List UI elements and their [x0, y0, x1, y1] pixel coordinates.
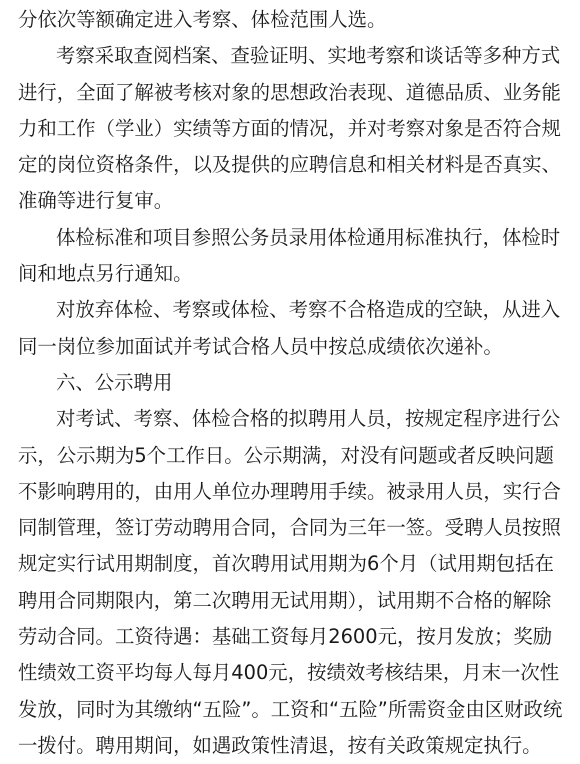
text-line: 间和地点另行通知。	[18, 262, 193, 286]
document-body	[18, 2, 566, 764]
section-heading: 六、公示聘用	[56, 370, 173, 394]
text-line: 同制管理，签订劳动聘用合同，合同为三年一签。受聘人员按照	[18, 516, 561, 540]
text-line: 不影响聘用的，由用人单位办理聘用手续。被录用人员，实行合	[18, 479, 561, 503]
text-line: 性绩效工资平均每人每月400元，按绩效考核结果，月末一次性	[18, 661, 560, 685]
text-line: 对考试、考察、体检合格的拟聘用人员，按规定程序进行公	[56, 407, 561, 431]
text-line: 体检标准和项目参照公务员录用体检通用标准执行，体检时	[56, 225, 561, 249]
text-line: 一拨付。聘用期间，如遇政策性清退，按有关政策规定执行。	[18, 733, 542, 757]
text-line: 准确等进行复审。	[18, 189, 174, 213]
text-line: 规定实行试用期制度，首次聘用试用期为6个月（试用期包括在	[18, 552, 554, 576]
text-line: 进行，全面了解被考核对象的思想政治表现、道德品质、业务能	[18, 80, 561, 104]
text-line: 定的岗位资格条件，以及提供的应聘信息和相关材料是否真实、	[18, 153, 561, 177]
text-line: 同一岗位参加面试并考试合格人员中按总成绩依次递补。	[18, 334, 503, 358]
text-line: 发放，同时为其缴纳“五险”。工资和“五险”所需资金由区财政统	[18, 697, 563, 721]
text-line: 力和工作（学业）实绩等方面的情况，并对考察对象是否符合规	[18, 116, 561, 140]
text-line: 示，公示期为5个工作日。公示期满，对没有问题或者反映问题	[18, 443, 554, 467]
text-line: 考察采取查阅档案、查验证明、实地考察和谈话等多种方式	[56, 44, 561, 68]
text-line: 聘用合同期限内，第二次聘用无试用期），试用期不合格的解除	[18, 588, 552, 612]
text-line: 分依次等额确定进入考察、体检范围人选。	[18, 8, 387, 31]
text-line: 劳动合同。工资待遇：基础工资每月2600元，按月发放；奖励	[18, 625, 553, 649]
text-line: 对放弃体检、考察或体检、考察不合格造成的空缺，从进入	[56, 298, 561, 322]
